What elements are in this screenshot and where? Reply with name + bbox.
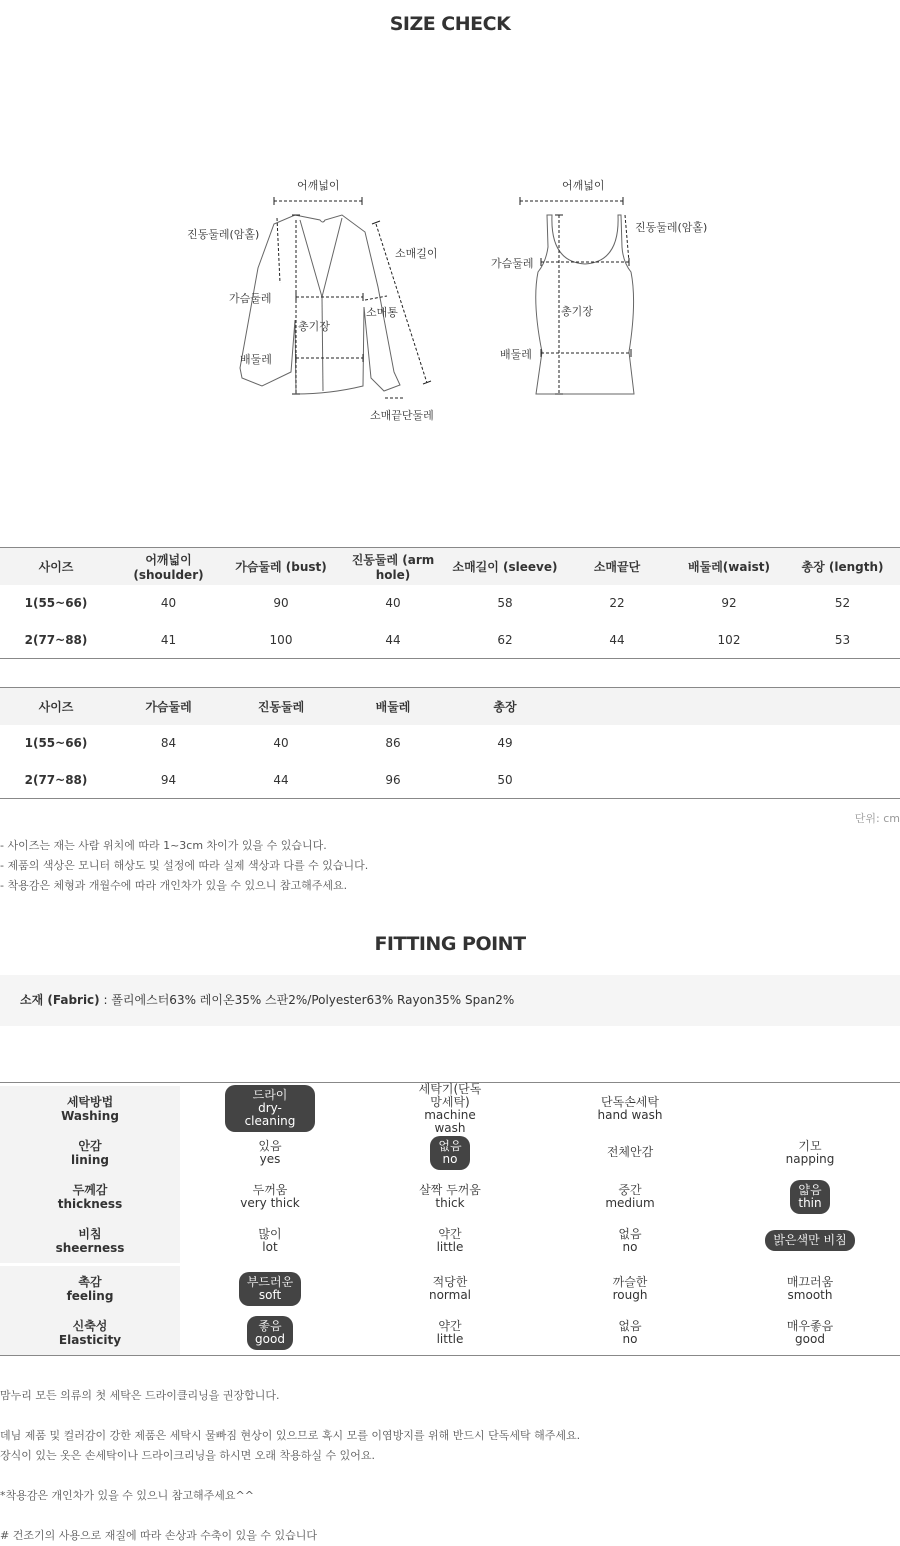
fitting-option — [250, 1224, 289, 1258]
fabric-info — [0, 975, 900, 1026]
label-tank-waist: 배둘레 — [500, 348, 532, 361]
fitting-option-en: no — [622, 1331, 638, 1346]
fitting-option-en: thick — [435, 1195, 465, 1210]
fitting-option-ko: 밝은색만 비침 — [773, 1233, 847, 1247]
size-table-tank — [0, 687, 900, 799]
label-tank-shoulder: 어깨넓이 — [562, 179, 605, 192]
fitting-option — [779, 1316, 841, 1350]
table-cell: 44 — [273, 772, 289, 787]
fitting-option-en: no — [622, 1239, 638, 1254]
fitting-option-en: rough — [612, 1287, 648, 1302]
fitting-cell — [180, 1130, 360, 1175]
fitting-row-header — [0, 1310, 180, 1355]
fitting-option — [429, 1224, 472, 1258]
fitting-option-selected — [765, 1230, 854, 1251]
fitting-option-ko: 좋음 — [258, 1318, 282, 1333]
fitting-option-en: soft — [258, 1287, 282, 1302]
fitting-row-header-ko: 신축성 — [72, 1318, 108, 1333]
fitting-row — [0, 1130, 900, 1175]
fitting-cell — [720, 1174, 900, 1219]
fitting-option-ko: 없음 — [618, 1318, 642, 1333]
care-note-line — [0, 1406, 580, 1426]
fitting-cell — [540, 1266, 720, 1311]
fitting-point-title: FITTING POINT — [374, 933, 526, 955]
fitting-row-header-ko: 안감 — [78, 1138, 102, 1153]
fitting-row-header-ko: 세탁방법 — [66, 1094, 114, 1109]
fitting-cell — [360, 1174, 540, 1219]
table-cell: 49 — [497, 736, 513, 750]
fitting-option — [589, 1092, 670, 1126]
fitting-option-ko: 얇음 — [798, 1182, 822, 1197]
size-table-cardigan — [0, 547, 900, 659]
label-tank-bust: 가슴둘레 — [491, 257, 534, 270]
fitting-cell — [540, 1218, 720, 1263]
table-cell: 2(77~88) — [24, 632, 88, 647]
care-note-line — [0, 1466, 580, 1486]
fitting-cell — [540, 1174, 720, 1219]
label-shoulder: 어깨넓이 — [297, 179, 340, 192]
fitting-option-ko: 드라이 — [252, 1088, 288, 1102]
table-cell: 1(55~66) — [24, 736, 88, 750]
fitting-option-selected — [790, 1180, 829, 1214]
fitting-option-ko: 약간 — [438, 1318, 462, 1333]
care-note-line: 데님 제품 및 컬러감이 강한 제품은 세탁시 물빠짐 현상이 있으므로 혹시 모를 이염방지를 위해 반드시 단독세탁 해주세요. — [0, 1429, 581, 1442]
fitting-option-en: dry-cleaning — [244, 1101, 296, 1128]
fitting-option-en: machine wash — [424, 1107, 476, 1135]
fitting-option-ko: 약간 — [438, 1226, 462, 1241]
table-cell: 50 — [497, 772, 513, 787]
label-length: 총기장 — [298, 320, 330, 333]
table-cell: 44 — [385, 632, 401, 647]
fitting-option-en: little — [436, 1331, 464, 1346]
fitting-option-en: good — [255, 1331, 285, 1346]
care-note-line: 장식이 있는 옷은 손세탁이나 드라이크리닝을 하시면 오래 착용하실 수 있어요. — [0, 1449, 375, 1462]
size-check-title: SIZE CHECK — [389, 13, 511, 35]
fitting-option — [610, 1316, 649, 1350]
label-bust: 가슴둘레 — [229, 292, 272, 305]
fitting-option-ko: 중간 — [618, 1182, 642, 1197]
table-cell: 100 — [269, 632, 293, 647]
table-cell: 62 — [497, 632, 513, 647]
unit-label: 단위: cm — [854, 812, 900, 825]
fitting-option-en: very thick — [240, 1195, 300, 1210]
fitting-cell — [180, 1310, 360, 1355]
fitting-option-ko: 매끄러움 — [786, 1274, 834, 1289]
table-cell: 44 — [609, 632, 625, 647]
fitting-option — [411, 1180, 489, 1214]
note-line: - 사이즈는 재는 사람 위치에 따라 1~3cm 차이가 있을 수 있습니다. — [0, 839, 327, 852]
column-header: 사이즈 — [0, 688, 112, 725]
tank-ticks — [520, 197, 631, 394]
table-cell: 1(55~66) — [24, 596, 88, 610]
fitting-option-selected — [430, 1136, 469, 1170]
label-sleeve-length: 소매길이 — [395, 247, 438, 260]
fitting-cell — [360, 1266, 540, 1311]
table-cell: 40 — [160, 596, 177, 610]
label-sleeve-width: 소매통 — [366, 306, 398, 319]
care-note-line: # 건조기의 사용으로 재질에 따라 손상과 수축이 있을 수 있습니다 — [0, 1529, 317, 1542]
fitting-option-en: no — [442, 1151, 458, 1166]
fitting-cell — [180, 1086, 360, 1131]
fitting-row-header — [0, 1174, 180, 1219]
table-row — [0, 725, 900, 762]
fitting-row-header-ko: 촉감 — [78, 1274, 102, 1289]
table-cell: 94 — [160, 772, 177, 787]
table-cell: 22 — [609, 596, 625, 610]
fitting-option — [778, 1136, 843, 1170]
fitting-row — [0, 1081, 900, 1135]
fitting-option-ko: 있음 — [258, 1138, 282, 1153]
table-cell: 58 — [497, 596, 513, 610]
fitting-option — [421, 1272, 479, 1306]
fitting-option-ko: 적당한 — [432, 1274, 468, 1289]
fitting-option-ko: 단독손세탁 — [601, 1094, 659, 1109]
fitting-option — [429, 1316, 472, 1350]
fitting-option-ko: 두꺼움 — [252, 1182, 288, 1197]
column-header: 소매길이 (sleeve) — [449, 548, 561, 585]
column-header: 사이즈 — [0, 548, 112, 585]
fitting-option-ko: 많이 — [258, 1226, 282, 1241]
empty-cell — [561, 762, 900, 799]
empty-header — [561, 688, 900, 725]
table-cell: 102 — [717, 632, 741, 647]
fitting-option-ko: 없음 — [618, 1226, 642, 1241]
fitting-option-en: hand wash — [597, 1107, 663, 1122]
fitting-row-header — [0, 1130, 180, 1175]
fitting-option-en: normal — [428, 1287, 472, 1302]
table-row — [0, 585, 900, 622]
fitting-row-header-en: sheerness — [55, 1240, 125, 1255]
fitting-option-ko: 부드러운 — [246, 1274, 294, 1289]
fitting-cell — [180, 1266, 360, 1311]
fitting-option-en: good — [795, 1331, 825, 1346]
fabric-label: 소재 (Fabric) — [20, 993, 100, 1007]
fitting-option-ko: 기모 — [798, 1138, 822, 1153]
fitting-cell — [720, 1130, 900, 1175]
table-cell: 86 — [385, 736, 401, 750]
fitting-option — [599, 1142, 661, 1163]
column-header: 진동둘레 — [225, 688, 337, 725]
column-header: 진동둘레 (arm hole) — [337, 548, 449, 585]
fitting-row-header-en: thickness — [57, 1196, 123, 1211]
fitting-option-en: lot — [262, 1239, 278, 1254]
fitting-cell — [180, 1174, 360, 1219]
fitting-cell — [540, 1130, 720, 1175]
fitting-option — [232, 1180, 308, 1214]
fitting-cell — [360, 1218, 540, 1263]
fabric-value: : 폴리에스터63% 레이온35% 스판2%/Polyester63% Rayon35% Span2% — [99, 993, 515, 1007]
fitting-cell — [720, 1086, 900, 1131]
fitting-option — [597, 1180, 662, 1214]
fitting-cell — [540, 1086, 720, 1131]
fitting-option-ko: 까슬한 — [612, 1274, 648, 1289]
fitting-cell — [720, 1310, 900, 1355]
fitting-cell — [720, 1218, 900, 1263]
fitting-row — [0, 1310, 900, 1355]
fitting-row-header-ko: 두께감 — [72, 1182, 108, 1197]
fitting-cell — [720, 1266, 900, 1311]
table-cell: 41 — [160, 632, 177, 647]
label-armhole: 진동둘레(암홀) — [187, 228, 260, 241]
fitting-option-ko: 매우좋음 — [786, 1318, 834, 1333]
fitting-row — [0, 1218, 900, 1263]
fitting-option — [605, 1272, 656, 1306]
fitting-option — [610, 1224, 649, 1258]
label-tank-length: 총기장 — [561, 305, 593, 318]
tank-measure-lines — [520, 201, 631, 394]
fitting-row — [0, 1174, 900, 1219]
fitting-option-selected — [225, 1085, 315, 1132]
fitting-option-ko: 전체안감 — [606, 1145, 654, 1159]
fitting-option-en: thin — [798, 1195, 822, 1210]
table-header-row — [0, 688, 900, 725]
fitting-option — [779, 1272, 841, 1306]
fitting-cell — [180, 1218, 360, 1263]
column-header: 총장 — [449, 688, 561, 725]
table-row — [0, 622, 900, 659]
fitting-row-header — [0, 1086, 180, 1131]
fitting-row-header-ko: 비침 — [78, 1226, 102, 1241]
fitting-row — [0, 1266, 900, 1311]
column-header: 소매끝단 — [561, 548, 673, 585]
fitting-option-ko: 세탁기(단독망세탁) — [418, 1081, 482, 1109]
column-header: 가슴둘레 — [112, 688, 225, 725]
table-cell: 53 — [834, 632, 851, 647]
table-cell: 90 — [273, 596, 289, 610]
care-note-line — [0, 1506, 580, 1526]
note-line: - 착용감은 체형과 개월수에 따라 개인차가 있을 수 있으니 참고해주세요. — [0, 879, 348, 892]
table-cell: 52 — [834, 596, 851, 610]
fitting-option-selected — [239, 1272, 301, 1306]
fitting-option — [250, 1136, 289, 1170]
care-note-line: 맘누리 모든 의류의 첫 세탁은 드라이클리닝을 권장합니다. — [0, 1389, 280, 1402]
fitting-row-header-en: feeling — [66, 1288, 114, 1303]
size-diagram — [180, 172, 720, 432]
table-cell: 96 — [385, 772, 401, 787]
fitting-cell — [360, 1130, 540, 1175]
table-cell: 2(77~88) — [24, 772, 88, 787]
fitting-cell — [540, 1310, 720, 1355]
fitting-row-header-en: lining — [70, 1152, 109, 1167]
fitting-option-en: smooth — [787, 1287, 833, 1302]
fitting-option-ko: 없음 — [438, 1138, 462, 1153]
column-header: 배둘레(waist) — [673, 548, 785, 585]
table-cell: 84 — [160, 736, 177, 750]
table-header-row — [0, 548, 900, 585]
fitting-option-en: medium — [605, 1195, 655, 1210]
cardigan-ticks — [274, 197, 431, 394]
fitting-table — [0, 1082, 900, 1356]
table-cell: 40 — [385, 596, 401, 610]
label-cuff: 소매끝단둘레 — [370, 409, 434, 422]
fitting-option-selected — [247, 1316, 293, 1350]
fitting-option-ko: 살짝 두꺼움 — [419, 1182, 481, 1197]
label-waist: 배둘레 — [240, 353, 272, 366]
fitting-row-header-en: Elasticity — [58, 1332, 122, 1347]
fitting-row-header-en: Washing — [61, 1108, 119, 1123]
table-cell: 40 — [273, 736, 289, 750]
fitting-option-en: napping — [785, 1151, 835, 1166]
care-notes — [0, 1386, 580, 1546]
table-row — [0, 762, 900, 799]
fitting-row-header — [0, 1218, 180, 1263]
cardigan-measure-lines — [274, 201, 427, 398]
garment-diagram-svg — [180, 172, 720, 432]
size-notes — [0, 836, 368, 896]
label-tank-armhole: 진동둘레(암홀) — [635, 221, 708, 234]
fitting-cell — [360, 1310, 540, 1355]
column-header: 배둘레 — [337, 688, 449, 725]
column-header: 가슴둘레 (bust) — [225, 548, 337, 585]
table-cell: 92 — [721, 596, 737, 610]
empty-cell — [561, 725, 900, 762]
column-header: 총장 (length) — [785, 548, 900, 585]
care-note-line: *착용감은 개인차가 있을 수 있으니 참고해주세요^^ — [0, 1489, 254, 1502]
note-line: - 제품의 색상은 모니터 해상도 및 설정에 따라 실제 색상과 다를 수 있습니다. — [0, 859, 369, 872]
fitting-option-en: little — [436, 1239, 464, 1254]
fitting-row-header — [0, 1266, 180, 1311]
fitting-option-en: yes — [259, 1151, 281, 1166]
fitting-cell — [360, 1081, 540, 1135]
column-header: 어깨넓이 (shoulder) — [112, 548, 225, 585]
